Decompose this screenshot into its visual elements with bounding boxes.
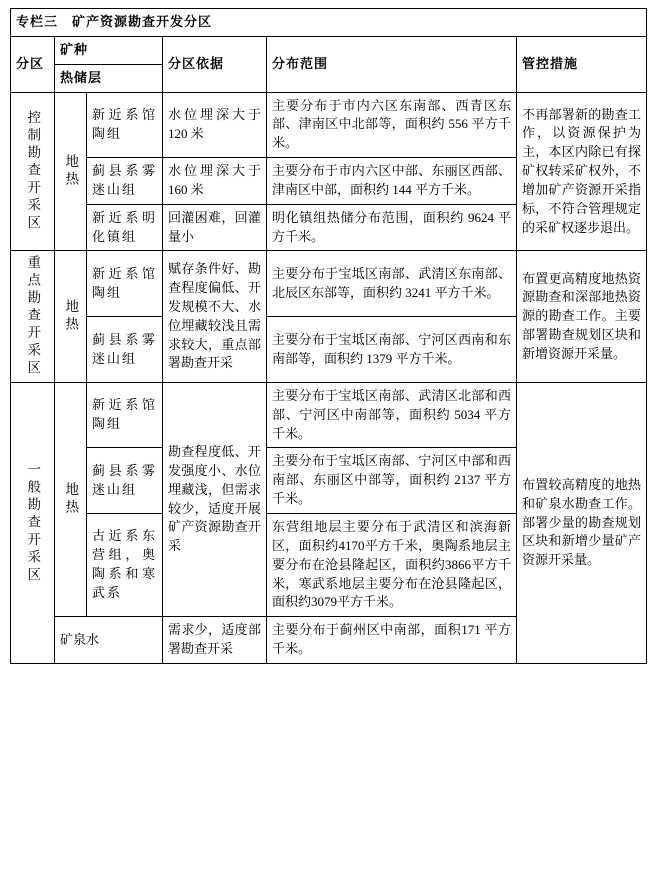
reservoir-cell: 新近系馆陶组	[87, 382, 163, 448]
zone-label: 一般勘查开采区	[25, 461, 41, 585]
zone-label: 重点勘查开采区	[25, 255, 41, 378]
range-cell: 主要分布于市内六区东南部、西青区东部、津南区中北部等，面积约 556 平方千米。	[267, 92, 517, 158]
table-row	[11, 92, 647, 158]
range-cell: 主要分布于市内六区中部、东丽区西部、津南区中部，面积约 144 平方千米。	[267, 158, 517, 205]
zone-label: 控制勘查开采区	[25, 110, 41, 233]
basis-cell: 需求少，适度部署勘查开采	[163, 617, 267, 664]
header-zone: 分区	[11, 36, 55, 92]
basis-cell: 水位埋深大于 120 米	[163, 92, 267, 158]
mineral-label: 地热	[63, 482, 79, 518]
basis-cell: 回灌困难，回灌量小	[163, 204, 267, 251]
zone-cell-1	[11, 92, 55, 251]
reservoir-cell: 蓟县系雾迷山组	[87, 158, 163, 205]
reservoir-cell: 新近系馆陶组	[87, 92, 163, 158]
basis-cell: 水位埋深大于 160 米	[163, 158, 267, 205]
range-cell: 主要分布于蓟州区中南部，面积171 平方千米。	[267, 617, 517, 664]
mineral-cell-2	[55, 251, 87, 383]
header-range: 分布范围	[267, 36, 517, 92]
range-cell: 明化镇组热储分布范围，面积约 9624 平方千米。	[267, 204, 517, 251]
reservoir-cell: 新近系明化镇组	[87, 204, 163, 251]
zone-cell-2	[11, 251, 55, 383]
reservoir-cell: 蓟县系雾迷山组	[87, 448, 163, 514]
header-control: 管控措施	[517, 36, 647, 92]
resource-zoning-table	[10, 8, 647, 664]
reservoir-cell: 蓟县系雾迷山组	[87, 317, 163, 383]
control-cell-2: 布置更高精度地热资源勘查和深部地热资源的勘查工作。主要部署勘查规划区块和新增资源开采量。	[517, 251, 647, 383]
table-row	[11, 382, 647, 448]
basis-cell-merged: 勘查程度低、开发强度小、水位埋藏浅，但需求较少，适度开展矿产资源勘查开采	[163, 382, 267, 616]
range-cell: 东营组地层主要分布于武清区和滨海新区，面积约4170平方千米，奥陶系地层主要分布在沧县隆起区，面积约3866平方千米，寒武系地层主要分布在沧县隆起区，面积约3079平方千米。	[267, 514, 517, 617]
range-cell: 主要分布于宝坻区南部、宁河区中部和西南部、东丽区中部等，面积约 2137 平方千米。	[267, 448, 517, 514]
table-row	[11, 251, 647, 317]
control-cell-3: 布置较高精度的地热和矿泉水勘查工作。部署少量的勘查规划区块和新增少量矿产资源开采量。	[517, 382, 647, 663]
zone-cell-3	[11, 382, 55, 663]
mineral-cell-3	[55, 382, 87, 616]
mineral-cell-1	[55, 92, 87, 251]
header-reservoir: 热储层	[55, 64, 163, 92]
table-title-row	[11, 9, 647, 37]
table-header-row-1	[11, 36, 647, 64]
mineral-label: 地热	[63, 153, 79, 189]
header-basis: 分区依据	[163, 36, 267, 92]
header-mineral: 矿种	[55, 36, 163, 64]
control-cell-1: 不再部署新的勘查工作，以资源保护为主，本区内除已有探矿权转采矿权外，不增加矿产资源开采指标，不符合管理规定的采矿权逐步退出。	[517, 92, 647, 251]
range-cell: 主要分布于宝坻区南部、武清区东南部、北辰区东部等，面积约 3241 平方千米。	[267, 251, 517, 317]
reservoir-cell: 古近系东营组，奥陶系和寒武系	[87, 514, 163, 617]
range-cell: 主要分布于宝坻区南部、武清区北部和西部、宁河区中南部等，面积约 5034 平方千米。	[267, 382, 517, 448]
basis-cell-merged: 赋存条件好、勘查程度偏低、开发规模不大、水位埋藏较浅且需求较大，重点部署勘查开采	[163, 251, 267, 383]
page-title: 专栏三 矿产资源勘查开发分区	[11, 9, 647, 37]
range-cell: 主要分布于宝坻区南部、宁河区西南和东南部等，面积约 1379 平方千米。	[267, 317, 517, 383]
mineral-cell-mineral-water: 矿泉水	[55, 617, 163, 664]
mineral-label: 地热	[63, 299, 79, 335]
reservoir-cell: 新近系馆陶组	[87, 251, 163, 317]
